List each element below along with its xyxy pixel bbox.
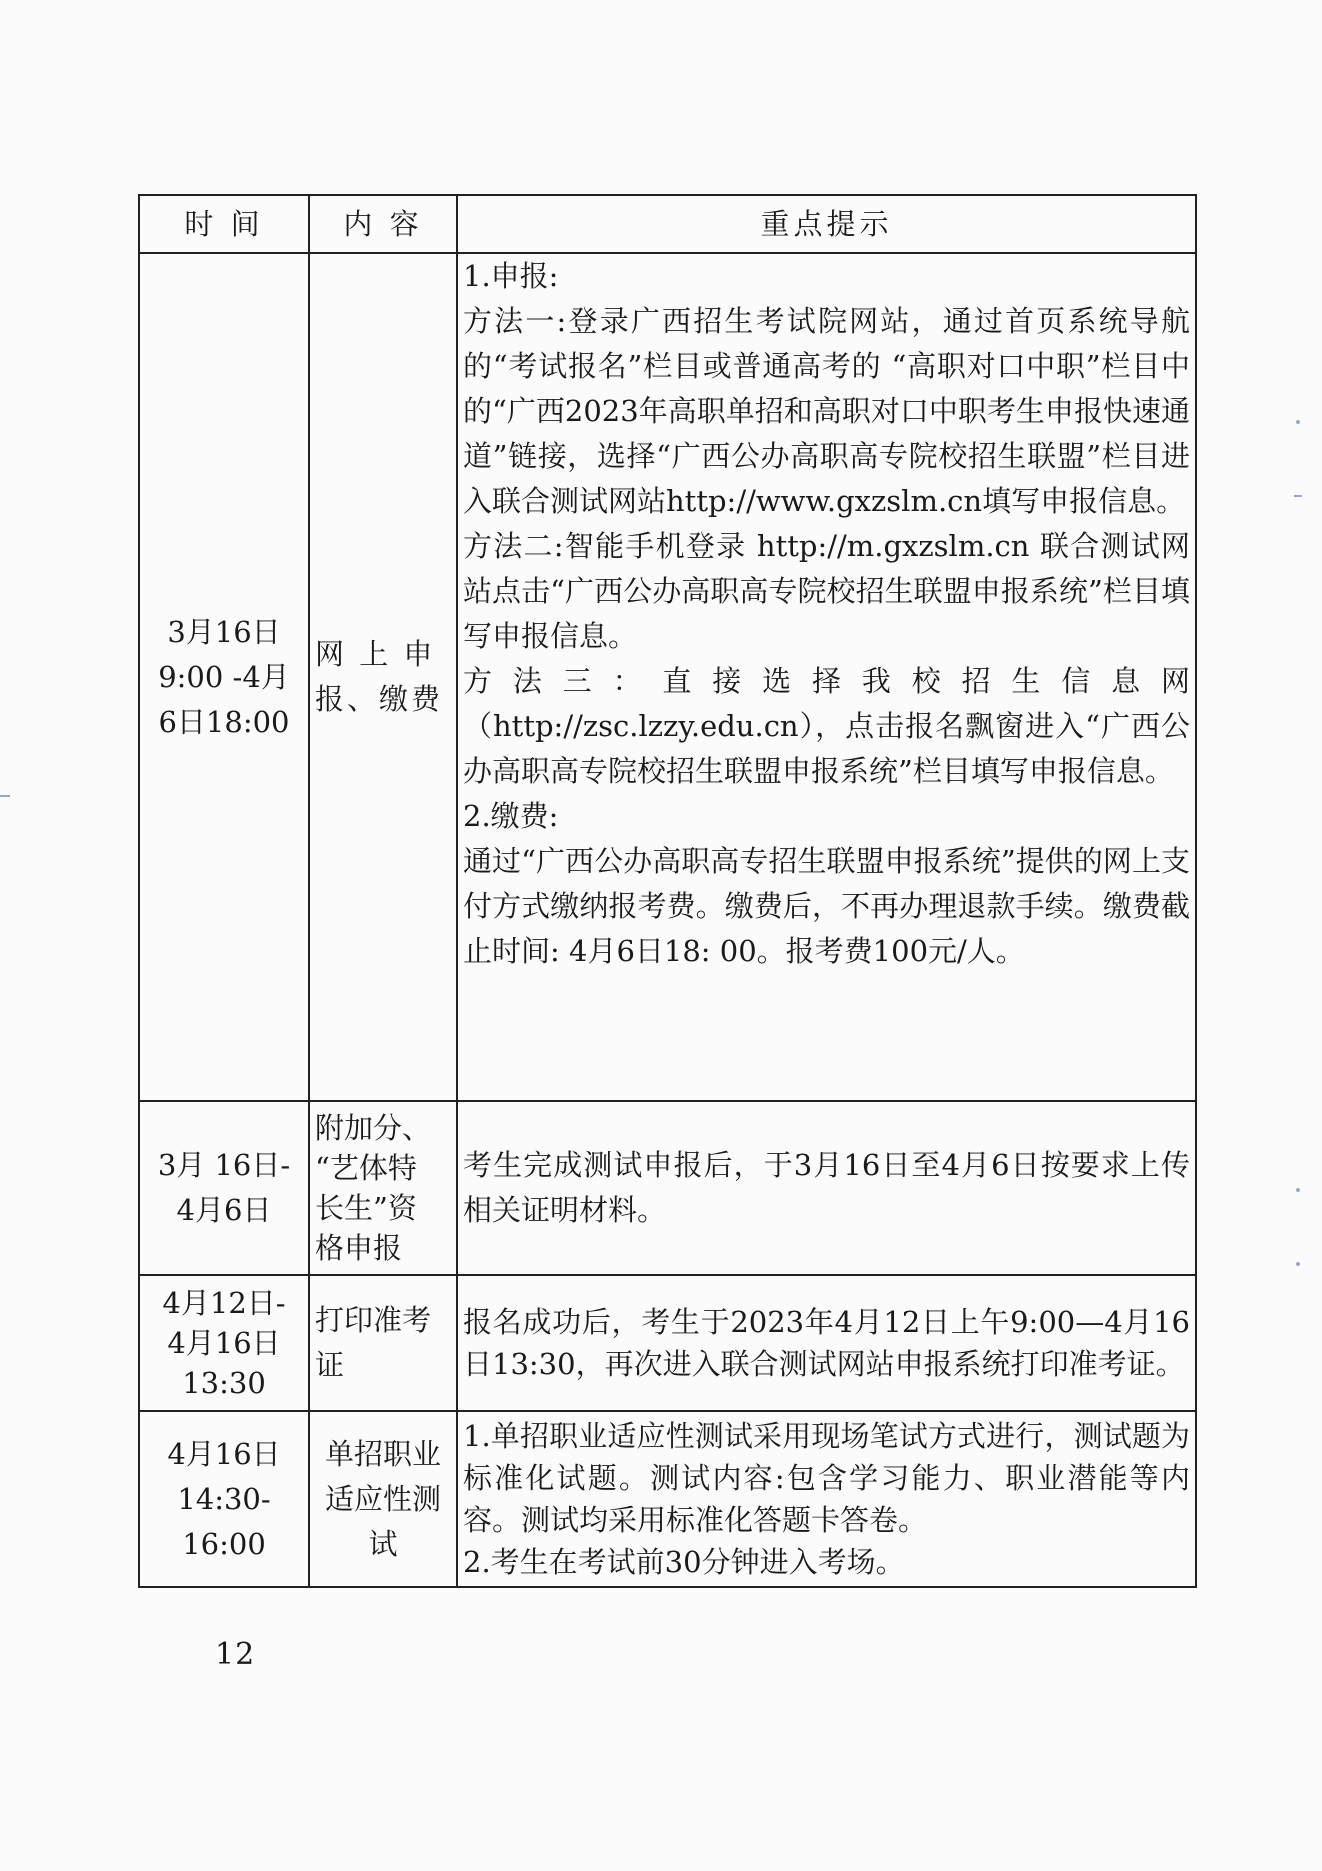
- tip-paragraph: 通过“广西公办高职高专招生联盟申报系统”提供的网上支付方式缴纳报考费。缴费后，不再办理退款手续。缴费截止时间: 4月6日18: 00。报考费100元/人。: [463, 844, 1190, 968]
- content-line: 长生”资: [315, 1191, 417, 1225]
- content-line: 格申报: [315, 1231, 403, 1265]
- time-line: 4月6日: [176, 1193, 272, 1227]
- table-row: [139, 1411, 1196, 1587]
- content-line: 适应性测: [324, 1481, 441, 1516]
- header-key-tips: 重点提示: [457, 195, 1196, 253]
- tip-paragraph: 报名成功后，考生于2023年4月12日上午9:00—4月16日13:30，再次进入联合测试网站申报系统打印准考证。: [463, 1305, 1190, 1381]
- content-cell: [309, 1275, 457, 1411]
- content-cell: [309, 1411, 457, 1587]
- time-line: 3月16日: [167, 614, 281, 649]
- tip-paragraph: 2.考生在考试前30分钟进入考场。: [463, 1545, 905, 1579]
- scan-mark: [1296, 1188, 1300, 1192]
- tip-paragraph: 1.单招职业适应性测试采用现场笔试方式进行，测试题为标准化试题。测试内容:包含学习能力、职业潜能等内容。测试均采用标准化答题卡答卷。: [463, 1419, 1190, 1537]
- time-cell: [139, 1411, 309, 1587]
- time-line: 4月12日-: [162, 1286, 286, 1320]
- scan-mark: [1296, 420, 1300, 424]
- content-cell: [309, 1101, 457, 1275]
- content-line: “艺体特: [315, 1151, 417, 1185]
- content-cell: [309, 253, 457, 1101]
- table-row: [139, 1275, 1196, 1411]
- time-line: 9:00 -4月: [158, 659, 290, 694]
- tip-paragraph: 考生完成测试申报后，于3月16日至4月6日按要求上传相关证明材料。: [463, 1148, 1190, 1227]
- tips-cell: [457, 1275, 1196, 1411]
- table-header-row: [139, 195, 1196, 253]
- time-cell: [139, 1101, 309, 1275]
- scan-mark: [0, 795, 10, 797]
- content-line: 试: [368, 1526, 398, 1561]
- tips-cell: [457, 1101, 1196, 1275]
- tips-cell: [457, 253, 1196, 1101]
- tip-paragraph: 2.缴费:: [463, 799, 559, 833]
- tip-paragraph: 方法一:登录广西招生考试院网站，通过首页系统导航的“考试报名”栏目或普通高考的 “高职对口中职”栏目中的“广西2023年高职单招和高职对口中职考生申报快速通道”链接，选择“广西公办高职高专院校招生联盟”栏目进入联合测试网站http://www.gxzslm.cn填写申报信息。: [463, 304, 1190, 518]
- tips-cell: [457, 1411, 1196, 1587]
- content-line: 附加分、: [315, 1111, 432, 1145]
- content-line: 网 上 申: [315, 637, 436, 671]
- time-cell: [139, 253, 309, 1101]
- header-content: 内 容: [309, 195, 457, 253]
- header-time: 时 间: [139, 195, 309, 253]
- time-line: 3月 16日-: [157, 1148, 291, 1182]
- tip-paragraph: 方法三：直接选择我校招生信息网（http://zsc.lzzy.edu.cn），点击报名飘窗进入“广西公办高职高专院校招生联盟申报系统”栏目填写申报信息。: [463, 664, 1190, 788]
- tip-paragraph: 1.申报:: [463, 259, 559, 293]
- scan-mark: [1294, 495, 1302, 497]
- content-line: 报、缴费: [315, 682, 444, 716]
- time-line: 14:30-: [177, 1481, 271, 1516]
- time-line: 6日18:00: [158, 704, 290, 739]
- time-line: 16:00: [182, 1526, 266, 1561]
- table-row: [139, 253, 1196, 1101]
- table-row: [139, 1101, 1196, 1275]
- time-line: 4月16日: [167, 1436, 281, 1471]
- page-number: 12: [215, 1637, 256, 1672]
- tip-paragraph: 方法二:智能手机登录 http://m.gxzslm.cn 联合测试网站点击“广西公办高职高专院校招生联盟申报系统”栏目填写申报信息。: [463, 529, 1190, 653]
- content-line: 证: [315, 1348, 345, 1382]
- scan-mark: [1296, 1262, 1300, 1266]
- content-line: 单招职业: [324, 1436, 441, 1471]
- content-line: 打印准考: [315, 1303, 432, 1337]
- time-line: 13:30: [182, 1366, 266, 1400]
- time-cell: [139, 1275, 309, 1411]
- schedule-table: [138, 194, 1197, 1588]
- time-line: 4月16日: [167, 1326, 281, 1360]
